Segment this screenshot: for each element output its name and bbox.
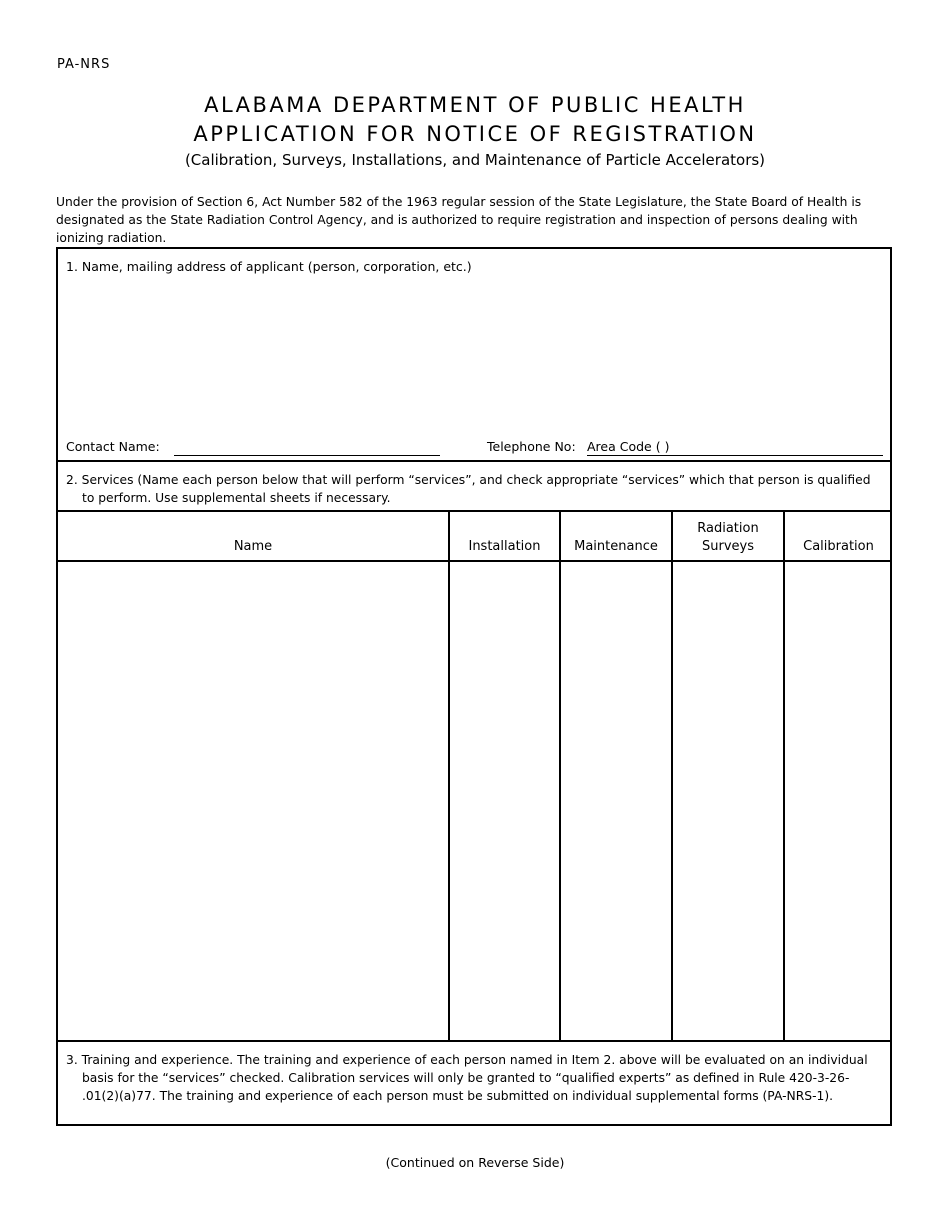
- column-divider: [671, 512, 673, 1041]
- section-services: [56, 460, 892, 510]
- contact-name-label: Contact Name:: [66, 439, 160, 454]
- surveys-label: Surveys: [702, 539, 754, 554]
- column-header-calibration: Calibration: [803, 539, 874, 554]
- page-title: ALABAMA DEPARTMENT OF PUBLIC HEALTH: [204, 93, 746, 117]
- services-instructions-line2: to perform. Use supplemental sheets if necessary.: [82, 491, 391, 505]
- form-title: APPLICATION FOR NOTICE OF REGISTRATION: [193, 122, 757, 146]
- contact-name-field[interactable]: [174, 455, 440, 456]
- telephone-field[interactable]: [587, 455, 883, 456]
- radiation-label: Radiation: [697, 521, 759, 536]
- training-line2: basis for the “services” checked. Calibration services will only be granted to “qualified experts” as defined in Rule 420-3-26-: [82, 1071, 850, 1085]
- footer-note: (Continued on Reverse Side): [385, 1155, 565, 1170]
- column-header-maintenance: Maintenance: [574, 539, 658, 554]
- column-divider: [448, 512, 450, 1041]
- services-instructions-line1: 2. Services (Name each person below that will perform “services”, and check appropriate “services” which that person is qualified: [66, 473, 871, 487]
- intro-paragraph: Under the provision of Section 6, Act Number 582 of the 1963 regular session of the State Legislature, the State Board of Health is designated as the State Radiation Control Agency, and is authorized to require registration and inspection of persons dealing with ionizing radiation.: [56, 195, 862, 245]
- column-header-name: Name: [233, 539, 273, 554]
- section-applicant: [56, 247, 892, 460]
- telephone-label: Telephone No:: [487, 439, 576, 454]
- area-code-label: Area Code ( ): [587, 439, 670, 454]
- training-line3: .01(2)(a)77. The training and experience of each person must be submitted on individual supplemental forms (PA-NRS-1).: [82, 1089, 834, 1103]
- column-divider: [783, 512, 785, 1041]
- form-id: PA-NRS: [57, 57, 111, 72]
- column-divider: [559, 512, 561, 1041]
- table-header-divider: [58, 560, 890, 562]
- services-table: [56, 510, 892, 1041]
- section-training: [56, 1040, 892, 1126]
- form-subtitle: (Calibration, Surveys, Installations, and Maintenance of Particle Accelerators): [184, 151, 766, 169]
- column-header-installation: Installation: [468, 539, 541, 554]
- column-header-radiation-surveys: [673, 520, 783, 556]
- applicant-label: 1. Name, mailing address of applicant (person, corporation, etc.): [66, 259, 472, 274]
- training-line1: 3. Training and experience. The training and experience of each person named in Item 2. above will be evaluated on an individual: [66, 1053, 868, 1067]
